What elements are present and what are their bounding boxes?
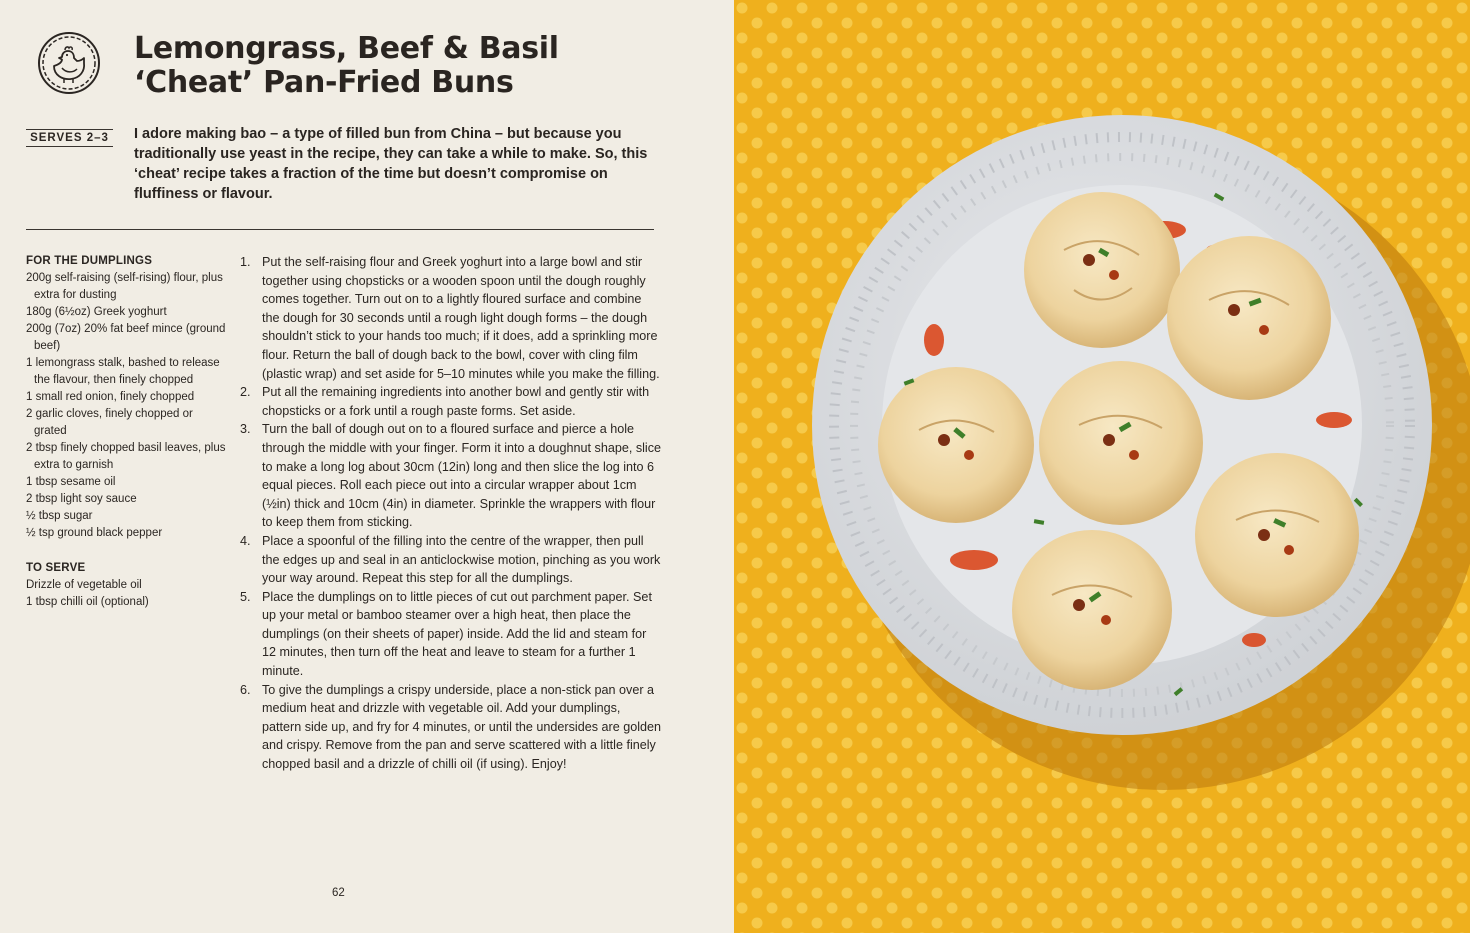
step-number: 4. [240,533,251,548]
recipe-page [0,0,734,933]
ingredient-item: Drizzle of vegetable oil [26,579,142,591]
dumplings-plate-illustration [734,0,1470,933]
ingredient-item: 200g self-raising (self-rising) flour, plus extra for dusting [26,272,223,301]
ingredient-item: 1 tbsp sesame oil [26,476,116,488]
ingredient-item: 2 garlic cloves, finely chopped or grated [26,408,193,437]
recipe-intro: I adore making bao – a type of filled bun from China – but because you traditionally use yeast in the recipe, they can take a while to make. So, this ‘cheat’ recipe takes a fraction of the time but doesn’t compromise on fluffiness or flavour. [134,126,648,202]
step-text: Put the self-raising flour and Greek yoghurt into a large bowl and stir together using chopsticks or a wooden spoon until the dough roughly comes together. Turn out on to a lightly floured surface and combine the dough for 30 seconds until a rough light dough forms – the dough shouldn’t stick to your hands too much; if it does, add a sprinkling more flour. Return the ball of dough back to the bowl, cover with cling film (plastic wrap) and set aside for 5–10 minutes while you make the filling. [262,255,660,381]
ingredient-item: ½ tbsp sugar [26,510,93,522]
ingredient-item: 200g (7oz) 20% fat beef mince (ground beef) [26,323,226,352]
step-number: 2. [240,385,251,400]
chicken-emblem-icon [37,31,101,95]
dumplings-heading: FOR THE DUMPLINGS [26,255,153,267]
ingredients-column [26,253,226,611]
method-step [240,532,662,588]
ingredient-item: 180g (6½oz) Greek yoghurt [26,306,167,318]
bun [1195,453,1359,617]
step-text: Put all the remaining ingredients into another bowl and gently stir with chopsticks or a fork until a rough paste forms. Set aside. [262,385,650,418]
ingredient-item: ½ tsp ground black pepper [26,527,163,539]
step-number: 3. [240,422,251,437]
step-text: Place the dumplings on to little pieces of cut out parchment paper. Set up your metal or bamboo steamer over a high heat, then place the dumplings (on their sheets of paper) inside. Add the lid and steam for 12 minutes, then turn off the heat and leave to steam for a further 1 minute. [262,589,652,679]
step-number: 1. [240,255,251,269]
method-steps [240,253,662,774]
method-step [240,420,662,532]
section-divider [26,229,654,230]
bun [1039,361,1203,525]
to-serve-heading: TO SERVE [26,562,86,574]
page-number: 62 [332,887,345,899]
step-text: Turn the ball of dough out on to a floured surface and pierce a hole through the middle with your finger. Form it into a doughnut shape, slice to make a long log about 30cm (12in) long and then slice the log into 6 equal pieces. Roll each piece out into a circular wrapper about 1cm (½in) thick and 10cm (4in) in diameter. Sprinkle the wrappers with flour to keep them from sticking. [262,422,662,530]
bun [1012,530,1172,690]
ingredient-item: 1 lemongrass stalk, bashed to release the flavour, then finely chopped [26,357,220,386]
ingredient-item: 2 tbsp finely chopped basil leaves, plus extra to garnish [26,442,226,471]
step-text: To give the dumplings a crispy underside, place a non-stick pan over a medium heat and drizzle with vegetable oil. Add your dumplings, pattern side up, and fry for 4 minutes, or until the undersides are golden and crispy. Remove from the pan and serve scattered with a little finely chopped basil and a drizzle of chilli oil (if using). Enjoy! [262,682,662,772]
method-step [240,383,662,420]
ingredient-item: 1 small red onion, finely chopped [26,391,195,403]
to-serve-list [26,577,226,611]
method-step [240,253,662,383]
recipe-photo [734,0,1470,933]
step-number: 6. [240,682,251,697]
title-line-1: Lemongrass, Beef & Basil [134,31,559,66]
step-text: Place a spoonful of the filling into the centre of the wrapper, then pull the edges up and seal in an anticlockwise motion, pinching as you work your way around. Repeat this step for all the dumplings. [262,533,661,586]
bun [1167,236,1331,400]
method-step [240,588,662,681]
ingredient-item: 2 tbsp light soy sauce [26,493,137,505]
serves-label: SERVES 2–3 [26,129,113,147]
bun [1024,192,1180,348]
ingredient-item: 1 tbsp chilli oil (optional) [26,596,149,608]
title-line-2: ‘Cheat’ Pan-Fried Buns [134,65,514,100]
bun [878,367,1034,523]
dumplings-ingredient-list [26,270,226,542]
method-step [240,681,662,774]
step-number: 5. [240,589,251,604]
recipe-title [134,32,559,100]
